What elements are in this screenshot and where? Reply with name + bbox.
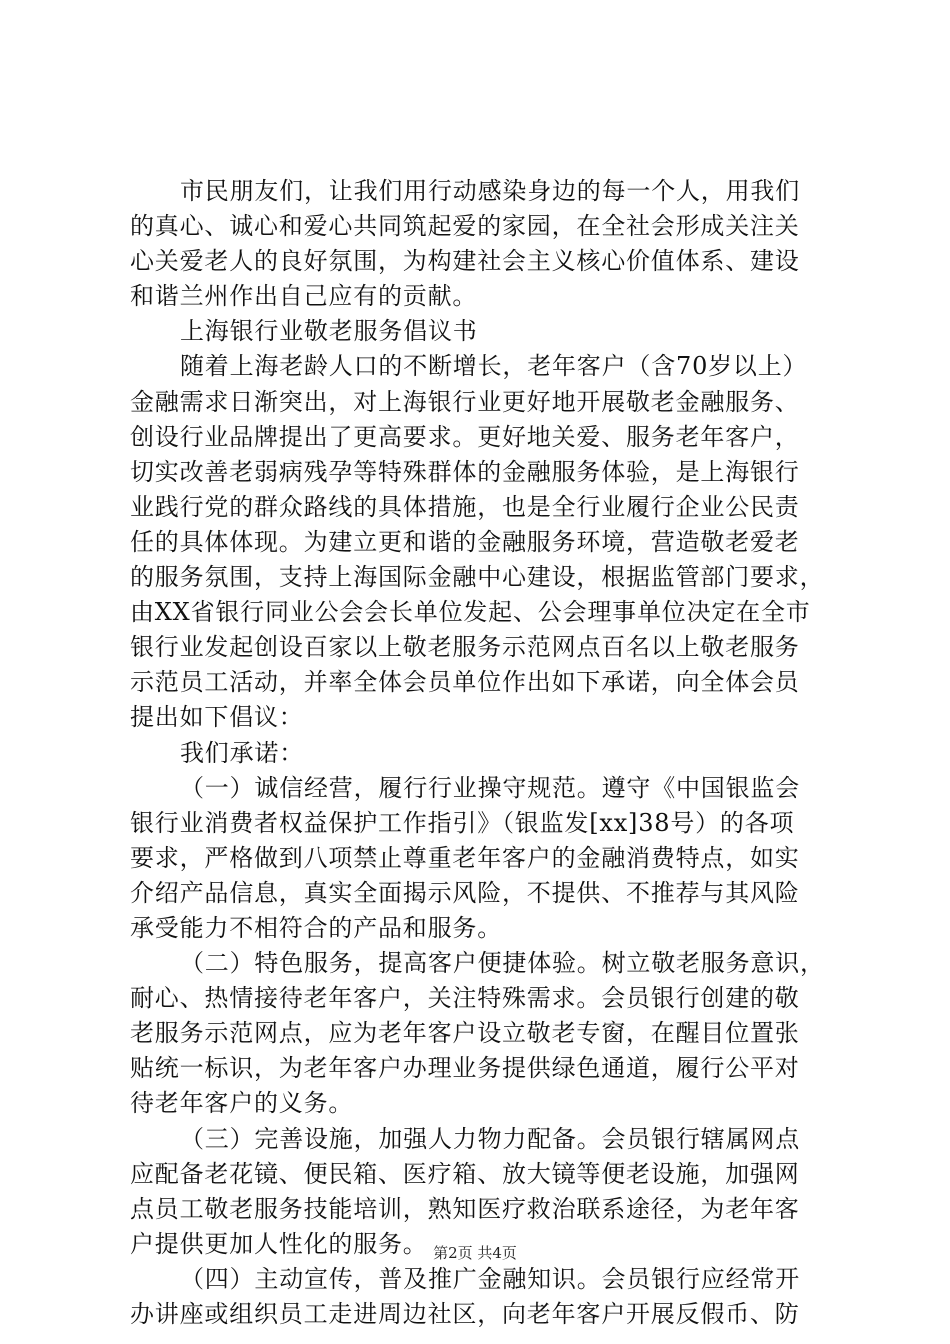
paragraph-line: 业践行党的群众路线的具体措施，也是全行业履行企业公民责 xyxy=(130,492,800,521)
paragraph-line: 和谐兰州作出自己应有的贡献。 xyxy=(130,282,478,311)
paragraph-line: 办讲座或组织员工走进周边社区，向老年客户开展反假币、防 xyxy=(130,1300,800,1328)
paragraph-line: 市民朋友们，让我们用行动感染身边的每一个人，用我们 xyxy=(180,177,800,205)
paragraph-line: 的真心、诚心和爱心共同筑起爱的家园，在全社会形成关注关 xyxy=(130,212,800,241)
paragraph-line: 耐心、热情接待老年客户，关注特殊需求。会员银行创建的敬 xyxy=(130,984,800,1013)
paragraph-line: 创设行业品牌提出了更高要求。更好地关爱、服务老年客户， xyxy=(130,422,800,451)
paragraph-line: 要求，严格做到八项禁止尊重老年客户的金融消费特点，如实 xyxy=(130,843,800,872)
paragraph-line: 银行业消费者权益保护工作指引》（银监发[xx]38号）的各项 xyxy=(130,808,795,837)
paragraph-line: 提出如下倡议： xyxy=(130,703,304,732)
paragraph-line: 切实改善老弱病残孕等特殊群体的金融服务体验，是上海银行 xyxy=(130,457,800,486)
paragraph-line: 介绍产品信息，真实全面揭示风险，不提供、不推荐与其风险 xyxy=(130,878,800,907)
paragraph-line: 的服务氛围，支持上海国际金融中心建设，根据监管部门要求， xyxy=(130,563,825,592)
paragraph-line: （四）主动宣传，普及推广金融知识。会员银行应经常开 xyxy=(180,1264,800,1293)
paragraph-line: 承受能力不相符合的产品和服务。 xyxy=(130,913,502,942)
paragraph-line: 金融需求日渐突出，对上海银行业更好地开展敬老金融服务、 xyxy=(130,387,800,416)
paragraph-line: 户提供更加人性化的服务。 xyxy=(130,1229,428,1258)
paragraph-line: 贴统一标识，为老年客户办理业务提供绿色通道，履行公平对 xyxy=(130,1054,800,1083)
paragraph-line: 示范员工活动，并率全体会员单位作出如下承诺，向全体会员 xyxy=(130,668,800,697)
paragraph-line: （二）特色服务，提高客户便捷体验。树立敬老服务意识， xyxy=(180,949,825,978)
document-body xyxy=(130,174,832,1332)
document-title: 上海银行业敬老服务倡议书 xyxy=(180,317,478,346)
paragraph-line: 银行业发起创设百家以上敬老服务示范网点百名以上敬老服务 xyxy=(130,633,800,662)
paragraph-line: 任的具体体现。为建立更和谐的金融服务环境，营造敬老爱老 xyxy=(130,527,800,556)
paragraph-line: 应配备老花镜、便民箱、医疗箱、放大镜等便老设施，加强网 xyxy=(130,1159,800,1188)
paragraph-line: 老服务示范网点，应为老年客户设立敬老专窗，在醒目位置张 xyxy=(130,1019,800,1048)
paragraph-line: （三）完善设施，加强人力物力配备。会员银行辖属网点 xyxy=(180,1124,800,1153)
paragraph-line: 我们承诺： xyxy=(180,738,304,767)
paragraph-line: 待老年客户的义务。 xyxy=(130,1089,354,1118)
page-number-footer: 第2页 共4页 xyxy=(433,1244,517,1262)
paragraph-line: （一）诚信经营，履行行业操守规范。遵守《中国银监会 xyxy=(180,773,800,802)
paragraph-line: 心关爱老人的良好氛围，为构建社会主义核心价值体系、建设 xyxy=(130,247,800,276)
paragraph-line: 点员工敬老服务技能培训，熟知医疗救治联系途径，为老年客 xyxy=(130,1194,800,1223)
paragraph-line: 由XX省银行同业公会会长单位发起、公会理事单位决定在全市 xyxy=(130,598,811,627)
paragraph-line: 随着上海老龄人口的不断增长，老年客户（含70岁以上） xyxy=(180,352,808,381)
